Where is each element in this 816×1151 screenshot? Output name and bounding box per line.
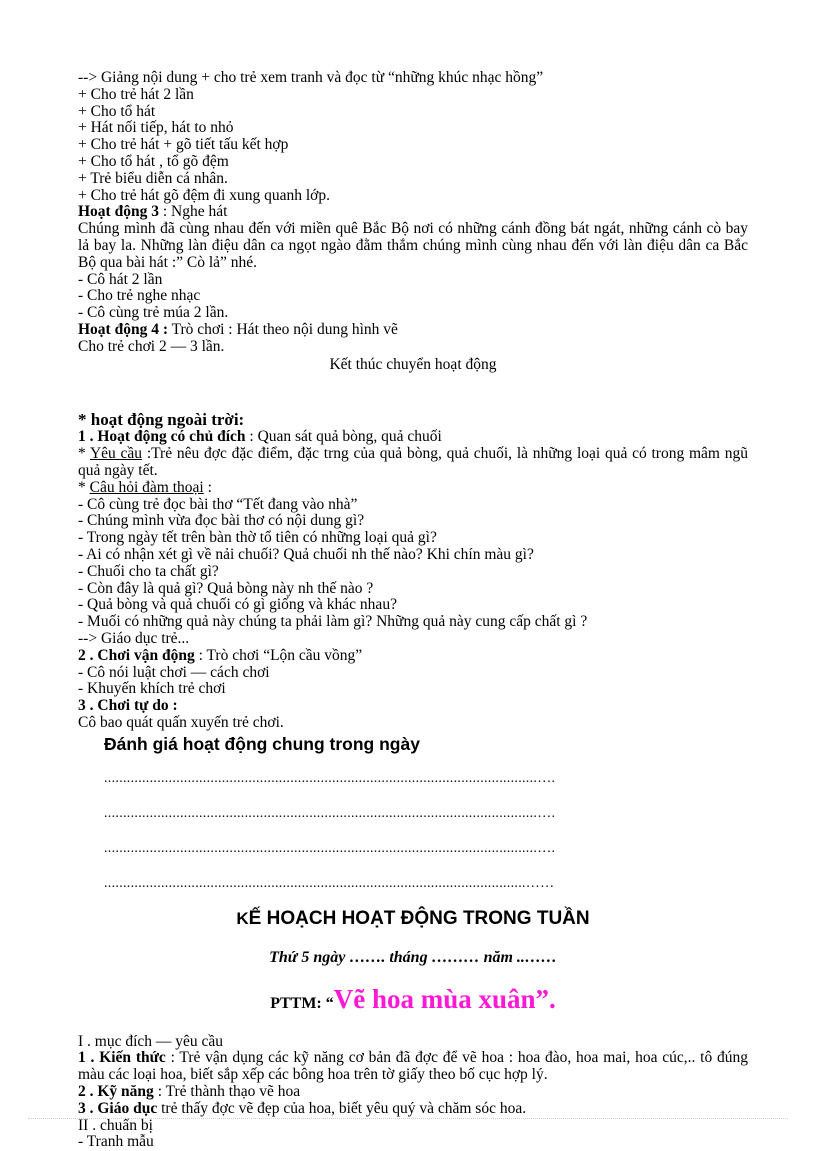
text-line: - Tranh mẫu [78,1133,154,1151]
question-line: - Muối có những quả này chúng ta phải làm gì? Những quả này cung cấp chất gì ? [78,613,588,631]
question-line: - Chúng mình vừa đọc bài thơ có nội dung gì? [78,512,365,530]
pttm-line [78,985,748,1018]
text-line: + Cho tổ hát , tổ gõ đệm [78,152,229,170]
section-1-heading [78,429,748,446]
skill-text: : Trẻ thành thạo vẽ hoa [153,1083,301,1101]
questions-colon: : [203,478,212,496]
section-1-label: 1 . Hoạt động có chủ đích [78,428,246,446]
text-line: Cô bao quát quấn xuyến trẻ chơi. [78,713,284,731]
lesson-topic: Vẽ hoa mùa xuân”. [333,983,556,1014]
activity-4-text: Trò chơi : Hát theo nội dung hình vẽ [168,320,398,338]
text-line: - Cô cùng trẻ múa 2 lần. [78,304,229,322]
requirement-label: Yêu cầu [89,445,143,463]
activity-3-paragraph: Chúng mình đã cùng nhau đến với miền quê Bắc Bộ nơi có những cánh đồng bát ngát, những cánh cò bay lả bay la. Những làn điệu dân ca ngọt ngào đằm thắm chúng mình cùng nhau đến với làn điệu dân ca Bắc Bộ qua bài hát :” Cò lả” nhé. [78,220,748,271]
question-line: - Cô cùng trẻ đọc bài thơ “Tết đang vào nhà” [78,495,358,513]
title-first-letter: K [236,908,249,928]
knowledge-paragraph [78,1050,748,1084]
activity-4-label: Hoạt động 4 : [78,320,168,338]
requirement-text: :Trẻ nêu đợc đặc điểm, đặc trng của quả bòng, quả chuối, là những loại quả có trong mâm ngũ quả ngày tết. [78,445,748,479]
date-line: Thứ 5 ngày ……. tháng ……… năm ..…… [269,948,557,966]
skill-label: 2 . Kỹ năng [78,1083,154,1101]
questions-heading [78,480,748,497]
section-2-heading [78,648,748,665]
activity-3-text: : Nghe hát [158,203,228,221]
text-line: - Cho trẻ nghe nhạc [78,287,201,305]
dotted-line: ..................................................................................................................…. [104,840,556,856]
page-bottom-rule [28,1118,788,1119]
education-line [78,1101,748,1118]
dotted-line: ...............................................................................................................…… [104,875,555,891]
text-line: + Cho trẻ hát gõ đệm đi xung quanh lớp. [78,186,330,204]
text-line: + Cho tổ hát [78,102,156,120]
document-page [78,70,748,1151]
text-line: Cho trẻ chơi 2 — 3 lần. [78,337,225,355]
skill-line [78,1084,748,1101]
knowledge-text: : Trẻ vận dụng các kỹ năng cơ bản đã đợc để vẽ hoa : hoa đào, hoa mai, hoa cúc,.. tô đúng màu các loại hoa, biết sắp xếp các bông hoa trên tờ giấy theo bố cục hợp lý. [78,1049,749,1084]
end-activity-line: Kết thúc chuyển hoạt động [329,355,497,373]
question-line: - Ai có nhận xét gì về nải chuối? Quả chuối nh thế nào? Khi chín màu gì? [78,545,534,563]
education-text: trẻ thấy đợc vẽ đẹp của hoa, biết yêu quý và chăm sóc hoa. [157,1099,527,1117]
evaluation-title: Đánh giá hoạt động chung trong ngày [104,733,420,754]
question-line: - Chuối cho ta chất gì? [78,562,219,580]
preparation-heading: II . chuẩn bị [78,1116,153,1134]
text-line: --> Giảng nội dung + cho trẻ xem tranh và đọc từ “những khúc nhạc hồng” [78,69,544,86]
section-2-label: 2 . Chơi vận động [78,646,195,664]
question-line: - Trong ngày tết trên bàn thờ tổ tiên có những loại quả gì? [78,529,437,547]
requirement-paragraph [78,446,748,480]
questions-star: * [78,478,90,496]
text-line: - Cô hát 2 lần [78,270,163,288]
text-line: - Cô nói luật chơi — cách chơi [78,663,270,681]
section-3-heading: 3 . Chơi tự do : [78,697,178,715]
activity-3-heading [78,204,748,221]
requirement-star: * [78,445,90,463]
text-line: - Khuyến khích trẻ chơi [78,680,226,698]
section-1-text: : Quan sát quả bòng, quả chuối [245,428,442,446]
weekly-plan-title [78,908,748,930]
question-line: - Còn đây là quả gì? Quả bòng này nh thế nào ? [78,579,374,597]
questions-label: Câu hỏi đàm thoại [89,478,204,496]
knowledge-label: 1 . Kiến thức [78,1049,166,1067]
text-line: + Hát nối tiếp, hát to nhỏ [78,119,234,137]
goal-heading: I . mục đích — yêu cầu [78,1032,224,1050]
text-line: + Cho trẻ hát 2 lần [78,85,194,103]
activity-3-label: Hoạt động 3 [78,203,159,221]
dotted-line: ..................................................................................................................…. [104,805,556,821]
education-label: 3 . Giáo dục [78,1099,158,1117]
dotted-line: ..................................................................................................................…. [104,770,556,786]
text-line: + Trẻ biểu diễn cá nhân. [78,169,228,187]
title-rest: Ế HOẠCH HOẠT ĐỘNG TRONG TUẦN [248,907,590,929]
pttm-label: PTTM: “ [270,994,334,1012]
outdoor-heading: * hoạt động ngoài trời: [78,410,245,430]
section-2-text: : Trò chơi “Lộn cầu vồng” [194,646,363,664]
text-line: + Cho trẻ hát + gõ tiết tấu kết hợp [78,136,289,154]
question-line: --> Giáo dục trẻ... [78,629,190,647]
question-line: - Quả bòng và quả chuối có gì giống và khác nhau? [78,596,397,614]
activity-4-heading [78,322,748,339]
